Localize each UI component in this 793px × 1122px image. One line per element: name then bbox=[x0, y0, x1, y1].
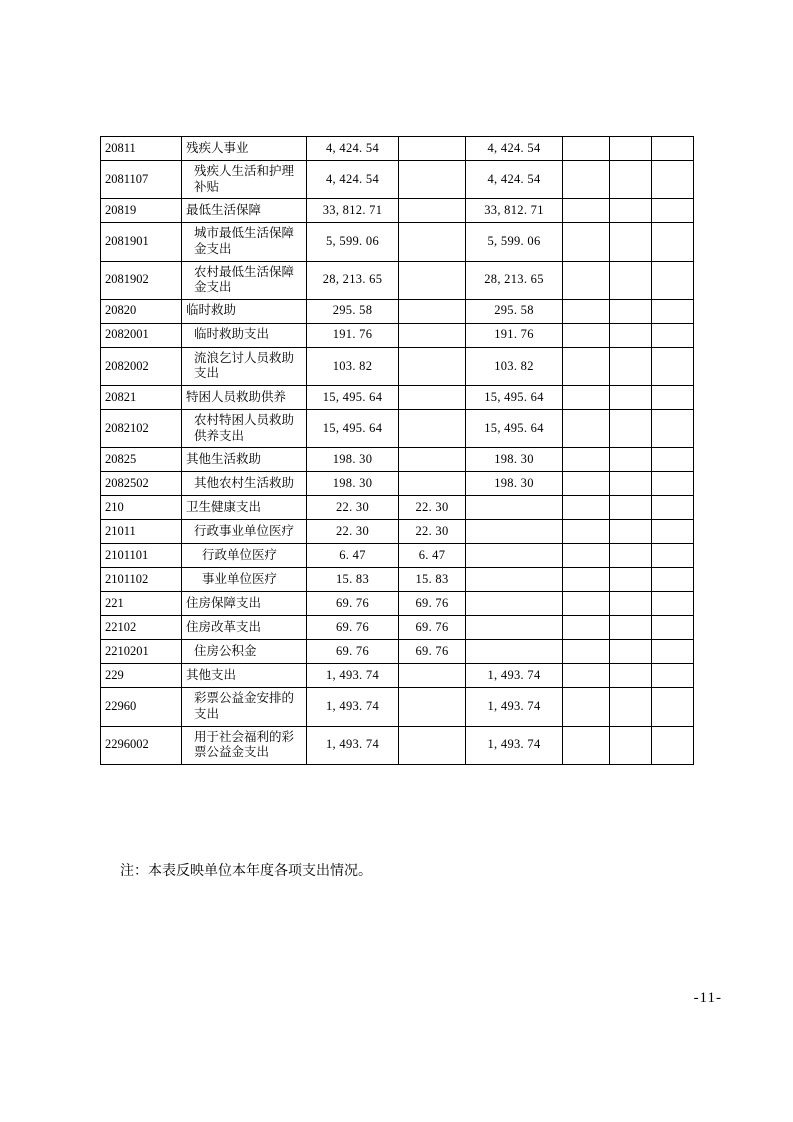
cell-amount-v6 bbox=[652, 161, 694, 199]
cell-amount-v5 bbox=[610, 664, 652, 688]
cell-amount-v2 bbox=[399, 386, 466, 410]
cell-amount-v2 bbox=[399, 223, 466, 261]
cell-subject-code: 2101101 bbox=[101, 544, 182, 568]
cell-amount-v4 bbox=[563, 386, 610, 410]
cell-amount-v1: 103. 82 bbox=[307, 347, 399, 385]
cell-amount-v3: 198. 30 bbox=[466, 472, 563, 496]
cell-amount-v5 bbox=[610, 347, 652, 385]
cell-subject-code: 20819 bbox=[101, 199, 182, 223]
table-note: 注：本表反映单位本年度各项支出情况。 bbox=[120, 864, 372, 879]
cell-amount-v1: 15, 495. 64 bbox=[307, 386, 399, 410]
cell-amount-v1: 4, 424. 54 bbox=[307, 161, 399, 199]
cell-amount-v3: 15, 495. 64 bbox=[466, 410, 563, 448]
cell-amount-v6 bbox=[652, 616, 694, 640]
cell-amount-v2 bbox=[399, 688, 466, 726]
table-row bbox=[101, 664, 694, 688]
table-row bbox=[101, 261, 694, 299]
cell-amount-v2 bbox=[399, 199, 466, 223]
cell-amount-v3: 1, 493. 74 bbox=[466, 688, 563, 726]
cell-amount-v1: 191. 76 bbox=[307, 323, 399, 347]
cell-amount-v5 bbox=[610, 520, 652, 544]
cell-subject-name: 临时救助支出 bbox=[182, 323, 307, 347]
expenditure-table bbox=[100, 136, 694, 765]
cell-amount-v2 bbox=[399, 410, 466, 448]
cell-amount-v3 bbox=[466, 568, 563, 592]
cell-amount-v4 bbox=[563, 592, 610, 616]
cell-amount-v5 bbox=[610, 323, 652, 347]
cell-subject-code: 20821 bbox=[101, 386, 182, 410]
cell-amount-v5 bbox=[610, 640, 652, 664]
cell-amount-v6 bbox=[652, 410, 694, 448]
cell-subject-name: 行政单位医疗 bbox=[182, 544, 307, 568]
cell-amount-v3 bbox=[466, 520, 563, 544]
cell-amount-v4 bbox=[563, 299, 610, 323]
cell-amount-v4 bbox=[563, 726, 610, 764]
table-row bbox=[101, 726, 694, 764]
cell-subject-name: 残疾人事业 bbox=[182, 137, 307, 161]
cell-amount-v2: 69. 76 bbox=[399, 616, 466, 640]
cell-amount-v3: 1, 493. 74 bbox=[466, 664, 563, 688]
cell-amount-v1: 69. 76 bbox=[307, 616, 399, 640]
cell-amount-v5 bbox=[610, 299, 652, 323]
table-row bbox=[101, 616, 694, 640]
cell-amount-v4 bbox=[563, 323, 610, 347]
cell-subject-name: 其他支出 bbox=[182, 664, 307, 688]
table-row bbox=[101, 472, 694, 496]
table-row bbox=[101, 347, 694, 385]
cell-amount-v5 bbox=[610, 592, 652, 616]
cell-amount-v6 bbox=[652, 544, 694, 568]
cell-amount-v2: 6. 47 bbox=[399, 544, 466, 568]
cell-amount-v6 bbox=[652, 299, 694, 323]
cell-subject-code: 20825 bbox=[101, 448, 182, 472]
cell-subject-code: 229 bbox=[101, 664, 182, 688]
cell-amount-v1: 1, 493. 74 bbox=[307, 688, 399, 726]
cell-amount-v4 bbox=[563, 448, 610, 472]
cell-amount-v3 bbox=[466, 640, 563, 664]
cell-amount-v1: 22. 30 bbox=[307, 496, 399, 520]
cell-subject-code: 21011 bbox=[101, 520, 182, 544]
cell-amount-v1: 4, 424. 54 bbox=[307, 137, 399, 161]
cell-amount-v6 bbox=[652, 323, 694, 347]
cell-amount-v2 bbox=[399, 261, 466, 299]
table-row bbox=[101, 223, 694, 261]
cell-amount-v3: 295. 58 bbox=[466, 299, 563, 323]
cell-subject-name: 残疾人生活和护理补贴 bbox=[182, 161, 307, 199]
cell-amount-v2 bbox=[399, 664, 466, 688]
cell-amount-v4 bbox=[563, 161, 610, 199]
cell-subject-code: 2082502 bbox=[101, 472, 182, 496]
cell-amount-v4 bbox=[563, 616, 610, 640]
cell-amount-v1: 22. 30 bbox=[307, 520, 399, 544]
cell-amount-v2: 69. 76 bbox=[399, 640, 466, 664]
cell-amount-v3: 198. 30 bbox=[466, 448, 563, 472]
table-row bbox=[101, 544, 694, 568]
cell-amount-v6 bbox=[652, 223, 694, 261]
cell-amount-v2 bbox=[399, 137, 466, 161]
cell-amount-v6 bbox=[652, 472, 694, 496]
cell-amount-v3 bbox=[466, 592, 563, 616]
table-row bbox=[101, 137, 694, 161]
table-row bbox=[101, 323, 694, 347]
cell-subject-code: 2081107 bbox=[101, 161, 182, 199]
cell-subject-code: 2082001 bbox=[101, 323, 182, 347]
cell-amount-v2 bbox=[399, 472, 466, 496]
cell-subject-name: 彩票公益金安排的支出 bbox=[182, 688, 307, 726]
cell-amount-v3: 15, 495. 64 bbox=[466, 386, 563, 410]
cell-subject-name: 其他农村生活救助 bbox=[182, 472, 307, 496]
table-row bbox=[101, 199, 694, 223]
cell-amount-v1: 15, 495. 64 bbox=[307, 410, 399, 448]
cell-amount-v3: 1, 493. 74 bbox=[466, 726, 563, 764]
table-row bbox=[101, 592, 694, 616]
cell-subject-code: 22102 bbox=[101, 616, 182, 640]
cell-amount-v2 bbox=[399, 299, 466, 323]
cell-amount-v4 bbox=[563, 410, 610, 448]
cell-subject-name: 住房公积金 bbox=[182, 640, 307, 664]
cell-amount-v3 bbox=[466, 616, 563, 640]
cell-amount-v1: 1, 493. 74 bbox=[307, 726, 399, 764]
cell-amount-v1: 69. 76 bbox=[307, 640, 399, 664]
cell-amount-v2 bbox=[399, 347, 466, 385]
cell-amount-v1: 295. 58 bbox=[307, 299, 399, 323]
cell-amount-v3: 5, 599. 06 bbox=[466, 223, 563, 261]
cell-amount-v1: 15. 83 bbox=[307, 568, 399, 592]
cell-amount-v1: 198. 30 bbox=[307, 448, 399, 472]
cell-amount-v4 bbox=[563, 664, 610, 688]
cell-amount-v6 bbox=[652, 137, 694, 161]
cell-subject-name: 用于社会福利的彩票公益金支出 bbox=[182, 726, 307, 764]
cell-amount-v6 bbox=[652, 386, 694, 410]
cell-amount-v6 bbox=[652, 688, 694, 726]
cell-amount-v3: 33, 812. 71 bbox=[466, 199, 563, 223]
table-body bbox=[101, 137, 694, 765]
table-row bbox=[101, 640, 694, 664]
cell-amount-v3: 28, 213. 65 bbox=[466, 261, 563, 299]
cell-amount-v1: 6. 47 bbox=[307, 544, 399, 568]
cell-amount-v6 bbox=[652, 520, 694, 544]
cell-amount-v2: 69. 76 bbox=[399, 592, 466, 616]
cell-subject-code: 2082102 bbox=[101, 410, 182, 448]
cell-amount-v3: 4, 424. 54 bbox=[466, 161, 563, 199]
cell-amount-v5 bbox=[610, 616, 652, 640]
cell-amount-v5 bbox=[610, 261, 652, 299]
cell-amount-v5 bbox=[610, 726, 652, 764]
cell-subject-code: 210 bbox=[101, 496, 182, 520]
cell-amount-v1: 33, 812. 71 bbox=[307, 199, 399, 223]
cell-amount-v3 bbox=[466, 496, 563, 520]
cell-amount-v1: 28, 213. 65 bbox=[307, 261, 399, 299]
cell-subject-name: 住房保障支出 bbox=[182, 592, 307, 616]
cell-amount-v3: 4, 424. 54 bbox=[466, 137, 563, 161]
cell-amount-v5 bbox=[610, 544, 652, 568]
cell-amount-v3: 103. 82 bbox=[466, 347, 563, 385]
cell-amount-v6 bbox=[652, 592, 694, 616]
cell-amount-v6 bbox=[652, 496, 694, 520]
cell-amount-v2 bbox=[399, 323, 466, 347]
table-row bbox=[101, 386, 694, 410]
cell-amount-v6 bbox=[652, 448, 694, 472]
cell-subject-code: 2082002 bbox=[101, 347, 182, 385]
cell-amount-v5 bbox=[610, 448, 652, 472]
table-row bbox=[101, 520, 694, 544]
cell-amount-v6 bbox=[652, 640, 694, 664]
cell-amount-v6 bbox=[652, 726, 694, 764]
cell-amount-v6 bbox=[652, 568, 694, 592]
cell-amount-v5 bbox=[610, 410, 652, 448]
cell-amount-v2 bbox=[399, 161, 466, 199]
cell-subject-code: 20820 bbox=[101, 299, 182, 323]
cell-amount-v4 bbox=[563, 137, 610, 161]
cell-amount-v2: 22. 30 bbox=[399, 520, 466, 544]
cell-amount-v5 bbox=[610, 568, 652, 592]
cell-subject-name: 特困人员救助供养 bbox=[182, 386, 307, 410]
cell-amount-v6 bbox=[652, 347, 694, 385]
table-row bbox=[101, 496, 694, 520]
cell-subject-name: 住房改革支出 bbox=[182, 616, 307, 640]
cell-amount-v5 bbox=[610, 223, 652, 261]
cell-amount-v4 bbox=[563, 223, 610, 261]
cell-amount-v5 bbox=[610, 161, 652, 199]
table-row bbox=[101, 299, 694, 323]
cell-subject-name: 最低生活保障 bbox=[182, 199, 307, 223]
cell-subject-code: 221 bbox=[101, 592, 182, 616]
cell-subject-name: 事业单位医疗 bbox=[182, 568, 307, 592]
cell-amount-v5 bbox=[610, 688, 652, 726]
cell-amount-v2 bbox=[399, 726, 466, 764]
cell-amount-v6 bbox=[652, 199, 694, 223]
cell-amount-v4 bbox=[563, 199, 610, 223]
cell-amount-v4 bbox=[563, 640, 610, 664]
cell-amount-v2: 22. 30 bbox=[399, 496, 466, 520]
cell-amount-v3: 191. 76 bbox=[466, 323, 563, 347]
cell-subject-code: 2296002 bbox=[101, 726, 182, 764]
cell-amount-v4 bbox=[563, 568, 610, 592]
cell-amount-v4 bbox=[563, 688, 610, 726]
cell-amount-v5 bbox=[610, 199, 652, 223]
cell-amount-v6 bbox=[652, 664, 694, 688]
cell-subject-name: 临时救助 bbox=[182, 299, 307, 323]
cell-amount-v1: 69. 76 bbox=[307, 592, 399, 616]
cell-subject-name: 农村最低生活保障金支出 bbox=[182, 261, 307, 299]
cell-subject-name: 其他生活救助 bbox=[182, 448, 307, 472]
cell-subject-name: 城市最低生活保障金支出 bbox=[182, 223, 307, 261]
page-number: -11- bbox=[693, 990, 722, 1006]
cell-amount-v4 bbox=[563, 472, 610, 496]
cell-amount-v5 bbox=[610, 137, 652, 161]
cell-amount-v4 bbox=[563, 496, 610, 520]
cell-subject-name: 卫生健康支出 bbox=[182, 496, 307, 520]
cell-subject-code: 2081902 bbox=[101, 261, 182, 299]
cell-amount-v5 bbox=[610, 386, 652, 410]
cell-subject-code: 20811 bbox=[101, 137, 182, 161]
table-row bbox=[101, 568, 694, 592]
cell-subject-code: 2101102 bbox=[101, 568, 182, 592]
cell-amount-v5 bbox=[610, 496, 652, 520]
cell-subject-code: 22960 bbox=[101, 688, 182, 726]
cell-amount-v1: 5, 599. 06 bbox=[307, 223, 399, 261]
cell-amount-v4 bbox=[563, 261, 610, 299]
table-row bbox=[101, 161, 694, 199]
cell-subject-code: 2081901 bbox=[101, 223, 182, 261]
budget-table-container bbox=[100, 136, 693, 765]
table-row bbox=[101, 410, 694, 448]
table-row bbox=[101, 688, 694, 726]
cell-amount-v4 bbox=[563, 520, 610, 544]
cell-subject-name: 行政事业单位医疗 bbox=[182, 520, 307, 544]
cell-amount-v2: 15. 83 bbox=[399, 568, 466, 592]
table-row bbox=[101, 448, 694, 472]
cell-amount-v3 bbox=[466, 544, 563, 568]
cell-amount-v5 bbox=[610, 472, 652, 496]
cell-amount-v4 bbox=[563, 347, 610, 385]
cell-amount-v1: 1, 493. 74 bbox=[307, 664, 399, 688]
cell-subject-name: 流浪乞讨人员救助支出 bbox=[182, 347, 307, 385]
cell-amount-v2 bbox=[399, 448, 466, 472]
cell-amount-v6 bbox=[652, 261, 694, 299]
cell-subject-name: 农村特困人员救助供养支出 bbox=[182, 410, 307, 448]
cell-amount-v1: 198. 30 bbox=[307, 472, 399, 496]
cell-subject-code: 2210201 bbox=[101, 640, 182, 664]
cell-amount-v4 bbox=[563, 544, 610, 568]
